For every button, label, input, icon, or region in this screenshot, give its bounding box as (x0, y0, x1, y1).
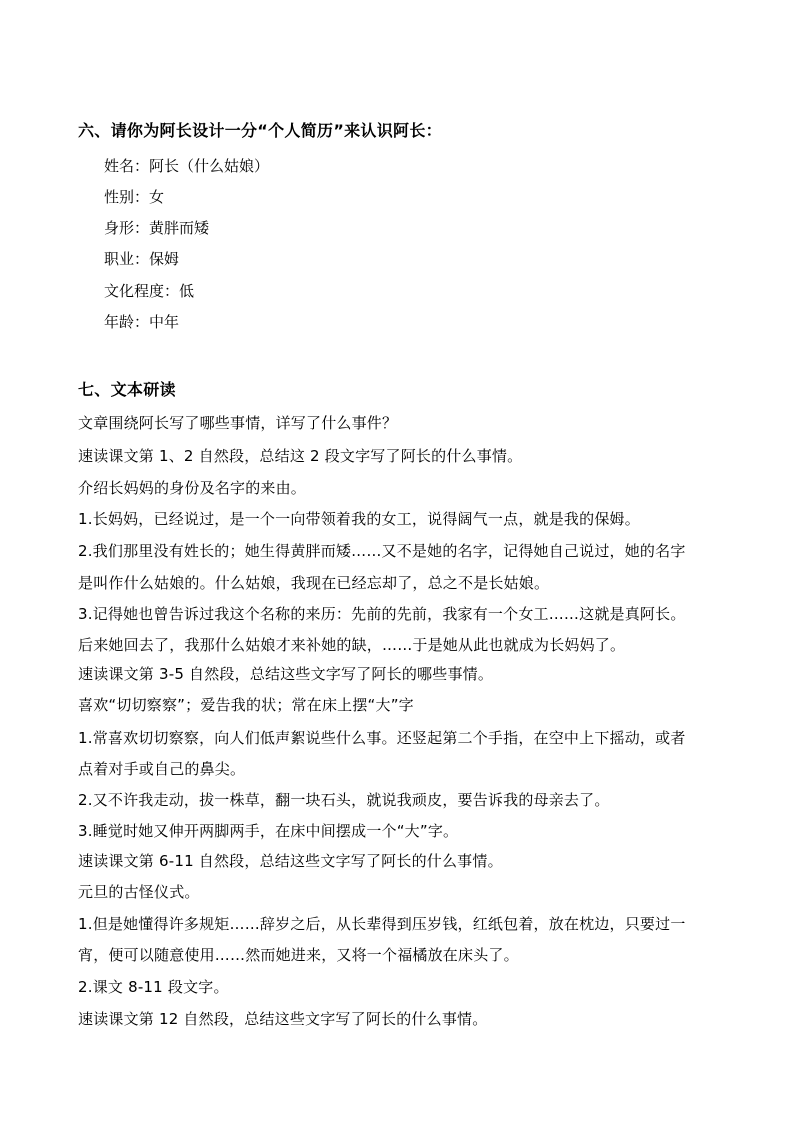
section-7-heading: 七、文本研读 (78, 380, 176, 399)
profile-age: 年龄：中年 (104, 313, 180, 331)
section-6-heading: 六、请你为阿长设计一分“个人简历”来认识阿长： (78, 121, 442, 140)
text-line: 速读课文第 1、2 自然段，总结这 2 段文字写了阿长的什么事情。 (78, 447, 523, 465)
profile-occupation: 职业：保姆 (104, 250, 180, 268)
text-line: 1.但是她懂得许多规矩……辞岁之后，从长辈得到压岁钱，红纸包着，放在枕边，只要过一 (78, 915, 686, 933)
text-line: 点着对手或自己的鼻尖。 (78, 760, 246, 778)
text-line: 2.课文 8-11 段文字。 (78, 978, 229, 996)
text-line: 文章围绕阿长写了哪些事情，详写了什么事件？ (78, 414, 398, 432)
text-line: 1.常喜欢切切察察，向人们低声絮说些什么事。还竖起第二个手指，在空中上下摇动，或者 (78, 729, 686, 747)
text-line: 是叫作什么姑娘的。什么姑娘，我现在已经忘却了，总之不是长姑娘。 (78, 574, 550, 592)
text-line: 2.我们那里没有姓长的；她生得黄胖而矮……又不是她的名字，记得她自己说过，她的名字 (78, 542, 686, 560)
text-line: 喜欢“切切察察”；爱告我的状；常在床上摆“大”字 (78, 696, 414, 714)
profile-build: 身形：黄胖而矮 (104, 219, 210, 237)
text-line: 后来她回去了，我那什么姑娘才来补她的缺，……于是她从此也就成为长妈妈了。 (78, 636, 626, 654)
text-line: 2.又不许我走动，拔一株草，翻一块石头，就说我顽皮，要告诉我的母亲去了。 (78, 791, 610, 809)
text-line: 宵，便可以随意使用……然而她进来，又将一个福橘放在床头了。 (78, 946, 519, 964)
text-line: 速读课文第 6-11 自然段，总结这些文字写了阿长的什么事情。 (78, 852, 503, 870)
text-line: 3.记得她也曾告诉过我这个名称的来历：先前的先前，我家有一个女工……这就是真阿长。 (78, 605, 686, 623)
profile-education: 文化程度：低 (104, 282, 195, 300)
text-line: 速读课文第 12 自然段，总结这些文字写了阿长的什么事情。 (78, 1010, 488, 1028)
text-line: 速读课文第 3-5 自然段，总结这些文字写了阿长的哪些事情。 (78, 665, 494, 683)
profile-gender: 性别：女 (104, 188, 165, 206)
text-line: 3.睡觉时她又伸开两脚两手，在床中间摆成一个“大”字。 (78, 822, 459, 840)
text-line: 元旦的古怪仪式。 (78, 883, 200, 901)
text-line: 介绍长妈妈的身份及名字的来由。 (78, 479, 307, 497)
text-line: 1.长妈妈，已经说过，是一个一向带领着我的女工，说得阔气一点，就是我的保姆。 (78, 510, 640, 528)
profile-name: 姓名：阿长（什么姑娘） (104, 157, 270, 175)
